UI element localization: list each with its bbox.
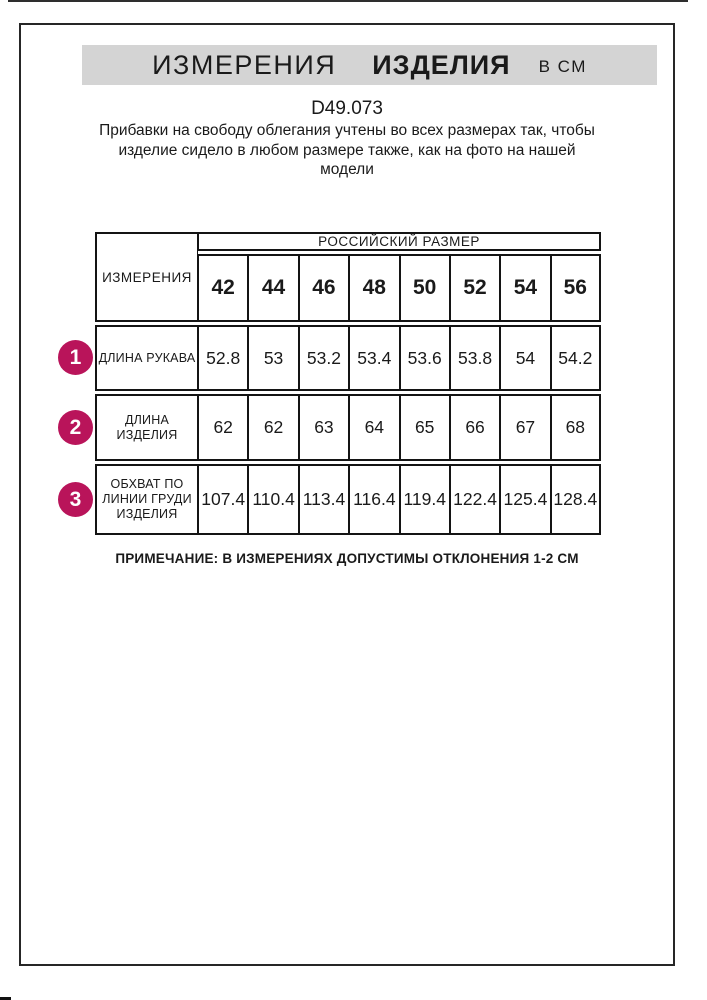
measurement-value-cell: 53	[248, 325, 298, 391]
row-marker-3: 3	[58, 482, 93, 517]
title-bar	[82, 45, 657, 85]
row-label-line: ОБХВАТ ПО	[110, 477, 184, 491]
measurement-value-cell: 63	[299, 394, 349, 461]
row-label-line: ЛИНИИ ГРУДИ	[102, 492, 192, 506]
measurement-value-cell: 54.2	[551, 325, 601, 391]
measurement-value-cell: 125.4	[500, 464, 550, 535]
row-label-line: ИЗДЕЛИЯ	[116, 507, 178, 521]
product-code: D49.073	[311, 98, 383, 119]
row-label-cell	[95, 464, 198, 535]
title-measurements: ИЗМЕРЕНИЯ	[152, 49, 337, 80]
measurement-value-cell: 62	[198, 394, 248, 461]
measurement-value-cell: 107.4	[198, 464, 248, 535]
row-label-line: ДЛИНА	[124, 412, 170, 427]
measurement-value-cell: 110.4	[248, 464, 298, 535]
row-marker-1: 1	[58, 340, 93, 375]
corner-header-cell: ИЗМЕРЕНИЯ	[95, 232, 198, 322]
title-product: ИЗДЕЛИЯ	[372, 49, 511, 80]
measurement-value-cell: 66	[450, 394, 500, 461]
measurement-value-cell: 53.6	[400, 325, 450, 391]
measurement-value-cell: 52.8	[198, 325, 248, 391]
row-label-line: ДЛИНА РУКАВА	[98, 350, 196, 365]
measurement-value-cell: 65	[400, 394, 450, 461]
table-row-product-length	[95, 394, 601, 461]
size-col-header: 56	[551, 254, 601, 322]
size-col-header: 50	[400, 254, 450, 322]
size-col-header: 52	[450, 254, 500, 322]
table-row-chest-girth	[95, 464, 601, 535]
measurement-value-cell: 53.2	[299, 325, 349, 391]
measurement-value-cell: 67	[500, 394, 550, 461]
measurement-value-cell: 116.4	[349, 464, 399, 535]
measurement-value-cell: 53.8	[450, 325, 500, 391]
row-label-line: ИЗДЕЛИЯ	[116, 427, 178, 442]
size-col-header: 54	[500, 254, 550, 322]
measurement-value-cell: 62	[248, 394, 298, 461]
fit-description-line: модели	[320, 161, 374, 178]
top-border-line	[8, 0, 688, 2]
title-unit: В СМ	[538, 57, 587, 76]
size-col-header: 46	[299, 254, 349, 322]
measurement-value-cell: 119.4	[400, 464, 450, 535]
measurement-value-cell: 113.4	[299, 464, 349, 535]
table-header-row	[95, 232, 601, 251]
measurement-value-cell: 64	[349, 394, 399, 461]
row-label-cell	[95, 325, 198, 391]
size-col-header: 44	[248, 254, 298, 322]
row-label-cell	[95, 394, 198, 461]
measurement-value-cell: 54	[500, 325, 550, 391]
measurement-value-cell: 53.4	[349, 325, 399, 391]
measurement-value-cell: 128.4	[551, 464, 601, 535]
fit-description-line: Прибавки на свободу облегания учтены во всех размерах так, чтобы	[99, 122, 595, 139]
size-col-header: 48	[349, 254, 399, 322]
row-marker-2: 2	[58, 410, 93, 445]
tolerance-note: ПРИМЕЧАНИЕ: В ИЗМЕРЕНИЯХ ДОПУСТИМЫ ОТКЛОНЕНИЯ 1-2 СМ	[115, 551, 579, 566]
fit-description-line: изделие сидело в любом размере также, как на фото на нашей	[118, 141, 576, 159]
fit-description	[21, 121, 673, 180]
size-table	[95, 229, 601, 538]
measurement-value-cell: 68	[551, 394, 601, 461]
size-col-header: 42	[198, 254, 248, 322]
table-row-sleeve-length	[95, 325, 601, 391]
measurement-value-cell: 122.4	[450, 464, 500, 535]
group-header-cell: РОССИЙСКИЙ РАЗМЕР	[198, 232, 601, 251]
